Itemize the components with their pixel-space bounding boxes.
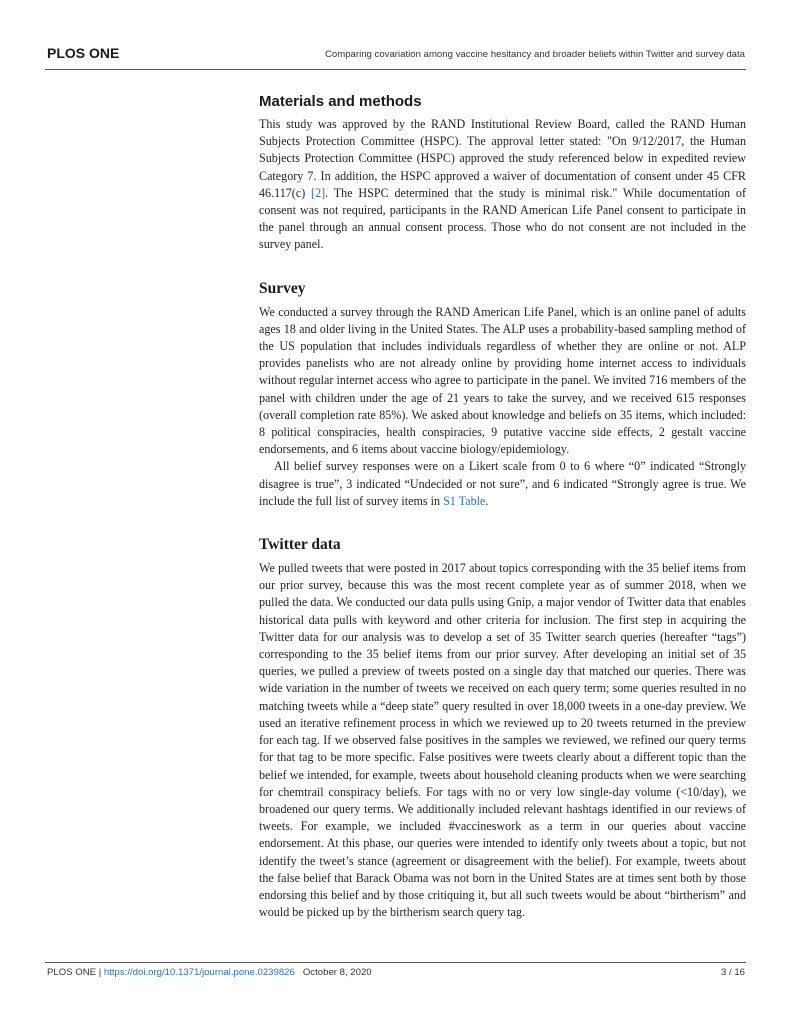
section-heading-survey: Survey <box>259 279 306 297</box>
citation-link[interactable]: [2] <box>311 185 326 200</box>
paragraph-survey-2 <box>259 458 746 510</box>
section-heading-materials: Materials and methods <box>259 93 422 110</box>
paragraph-text: This study was approved by the RAND Institutional Review Board, called the RAND Human Subjects Protection Committee (HSPC). The approval letter stated: "On 9/12/2017, the Human Subjects Protection Committee (HSPC) approved the study referenced below in expedited review Category 7. In addition, the HSPC approved a waiver of documentation of consent under 45 CFR 46.117(c) <box>259 117 746 200</box>
paragraph-text: . <box>485 493 489 508</box>
footer-journal: PLOS ONE | <box>47 967 104 978</box>
paragraph-ethics <box>259 116 746 254</box>
s1-table-link[interactable]: S1 Table <box>443 493 486 508</box>
article-body <box>259 93 746 921</box>
paragraph-text: All belief survey responses were on a Likert scale from 0 to 6 where “0” indicated “Strongly disagree is true”, 3 indicated “Undecided or not sure”, and 6 indicated “Strongly agree is true. We include the full list of survey items in <box>259 459 746 508</box>
publication-date: October 8, 2020 <box>302 967 372 978</box>
journal-name: PLOS ONE <box>47 45 120 61</box>
running-title: Comparing covariation among vaccine hesitancy and broader beliefs within Twitter and survey data <box>324 49 745 60</box>
section-heading-twitter: Twitter data <box>259 536 341 554</box>
paragraph-text: . The HSPC determined that the study is minimal risk." While documentation of consent was not required, participants in the RAND American Life Panel consent to participate in the panel through an annual consent process. Those who do not consent are not included in the survey panel. <box>259 185 746 252</box>
header-divider <box>45 69 746 70</box>
doi-link[interactable]: https://doi.org/10.1371/journal.pone.0239826 <box>103 967 295 978</box>
paragraph-survey-1: We conducted a survey through the RAND American Life Panel, which is an online panel of adults ages 18 and older living in the United States. The ALP uses a probability-based sampling method of the US population that includes individuals regardless of whether they are online or not. ALP provides panelists who are not already online by providing home internet access to individuals without regular internet access who agree to participate in the panel. We invited 716 members of the panel with children under the age of 21 years to take the survey, and we received 615 responses (overall completion rate 85%). We asked about knowledge and beliefs on 35 items, which included: 8 political conspiracies, health conspiracies, 9 putative vaccine side effects, 2 gestalt vaccine endorsements, and 6 items about vaccine biology/epidemiology. <box>259 304 746 457</box>
footer-citation <box>47 967 372 978</box>
footer-divider <box>45 962 746 963</box>
page-number: 3 / 16 <box>720 967 745 978</box>
paragraph-twitter-1: We pulled tweets that were posted in 2017 about topics corresponding with the 35 belief items from our prior survey, because this was the most recent complete year as of summer 2018, when we pulled the data. We conducted our data pulls using Gnip, a major vendor of Twitter data that enables historical data pulls with keyword and other criteria for inclusion. The first step in acquiring the Twitter data for our analysis was to develop a set of 35 Twitter search queries (hereafter “tags”) corresponding to the 35 belief items from our prior survey. After developing an initial set of 35 queries, we pulled a preview of tweets posted on a single day that matched our queries. There was wide variation in the number of tweets we received on each query term; some queries resulted in no matching tweets while a “deep state” query resulted in over 18,000 tweets in a one-day preview. We used an iterative refinement process in which we reviewed up to 20 tweets returned in the preview for each tag. If we observed false positives in the samples we reviewed, we refined our query terms for that tag to be more specific. False positives were tweets clearly about a different topic than the belief we intended, for example, tweets about household cleaning products when we were searching for chemtrail conspiracy beliefs. For tags with no or very low single-day volume (<10/day), we broadened our query terms. We additionally included relevant hashtags identified in our reviews of tweets. For example, we included #vaccineswork as a term in our queries about vaccine endorsement. At this phase, our queries were intended to identify only tweets about a topic, but not identify the tweet’s stance (agreement or disagreement with the belief). For example, tweets about the false belief that Barack Obama was not born in the United States are at times sent both by those endorsing this belief and by those critiquing it, but all such tweets would be about “birtherism” and would be picked up by the birtherism search query tag. <box>259 561 746 920</box>
